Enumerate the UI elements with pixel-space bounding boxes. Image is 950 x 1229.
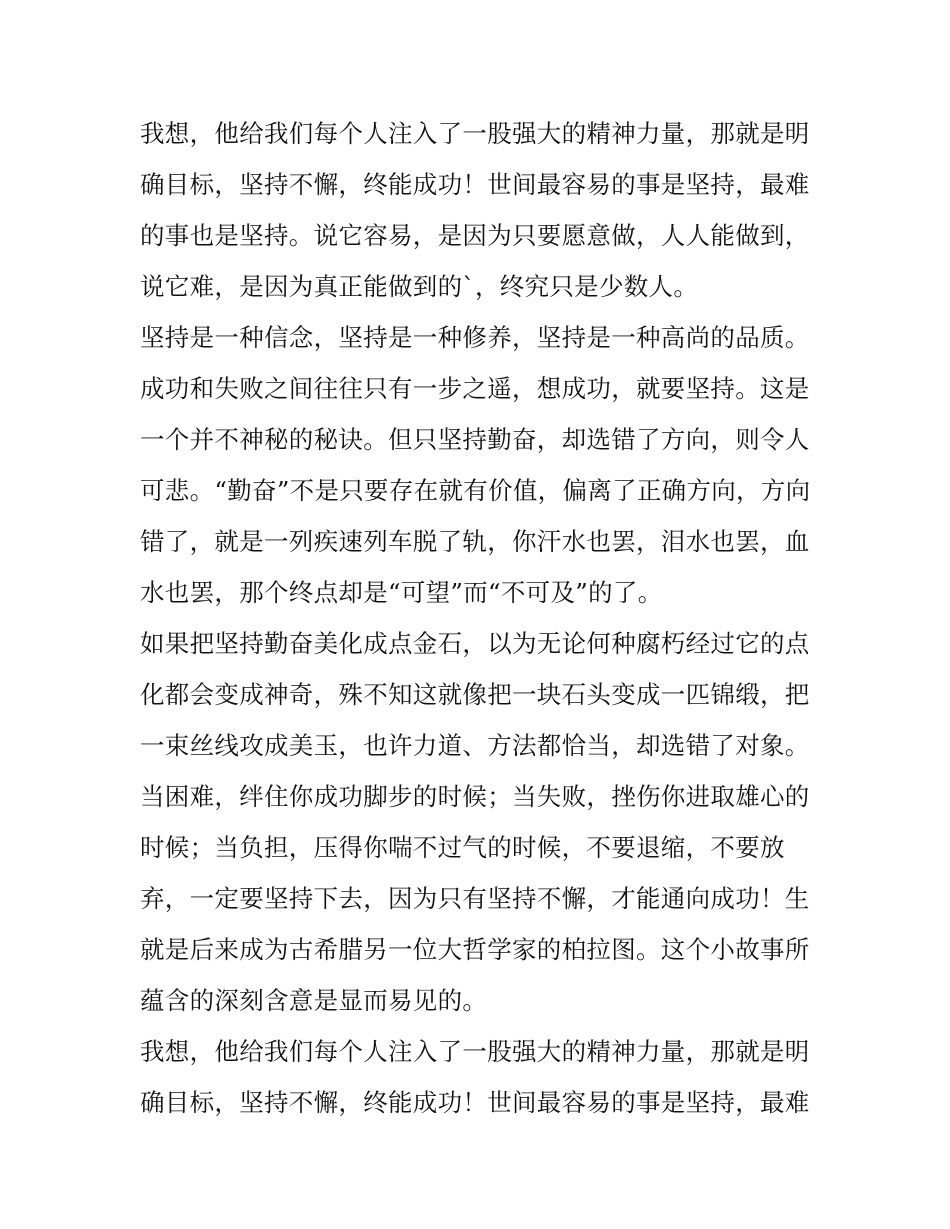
text-line: 我想，他给我们每个人注入了一股强大的精神力量，那就是明 — [140, 1037, 810, 1066]
text-line: 化都会变成神奇，殊不知这就像把一块石头变成一匹锦缎，把 — [140, 680, 810, 709]
text-line: 确目标，坚持不懈，终能成功！世间最容易的事是坚持，最难 — [140, 170, 810, 199]
text-line: 弃，一定要坚持下去，因为只有坚持不懈，才能通向成功！生 — [140, 884, 810, 913]
text-line: 就是后来成为古希腊另一位大哲学家的柏拉图。这个小故事所 — [140, 935, 810, 964]
text-line: 的事也是坚持。说它容易，是因为只要愿意做，人人能做到， — [140, 221, 810, 250]
text-line: 一束丝线攻成美玉，也许力道、方法都恰当，却选错了对象。 — [140, 731, 810, 760]
text-line: 坚持是一种信念，坚持是一种修养，坚持是一种高尚的品质。 — [140, 323, 810, 352]
text-line: 一个并不神秘的秘诀。但只坚持勤奋，却选错了方向，则令人 — [140, 425, 810, 454]
text-line: 确目标，坚持不懈，终能成功！世间最容易的事是坚持，最难 — [140, 1088, 810, 1117]
text-line: 我想，他给我们每个人注入了一股强大的精神力量，那就是明 — [140, 119, 810, 148]
text-line: 时候；当负担，压得你喘不过气的时候，不要退缩，不要放 — [140, 833, 785, 862]
text-line: 当困难，绊住你成功脚步的时候；当失败，挫伤你进取雄心的 — [140, 782, 810, 811]
body-text — [140, 108, 820, 1128]
text-line: 错了，就是一列疾速列车脱了轨，你汗水也罢，泪水也罢，血 — [140, 527, 810, 556]
text-line: 说它难，是因为真正能做到的`，终究只是少数人。 — [140, 272, 699, 301]
text-line: 水也罢，那个终点却是“可望”而“不可及”的了。 — [140, 578, 663, 607]
text-line: 蕴含的深刻含意是显而易见的。 — [140, 986, 488, 1015]
text-line: 如果把坚持勤奋美化成点金石，以为无论何种腐朽经过它的点 — [140, 629, 810, 658]
text-line: 成功和失败之间往往只有一步之遥，想成功，就要坚持。这是 — [140, 374, 810, 403]
text-line: 可悲。“勤奋”不是只要存在就有价值，偏离了正确方向，方向 — [140, 476, 811, 505]
